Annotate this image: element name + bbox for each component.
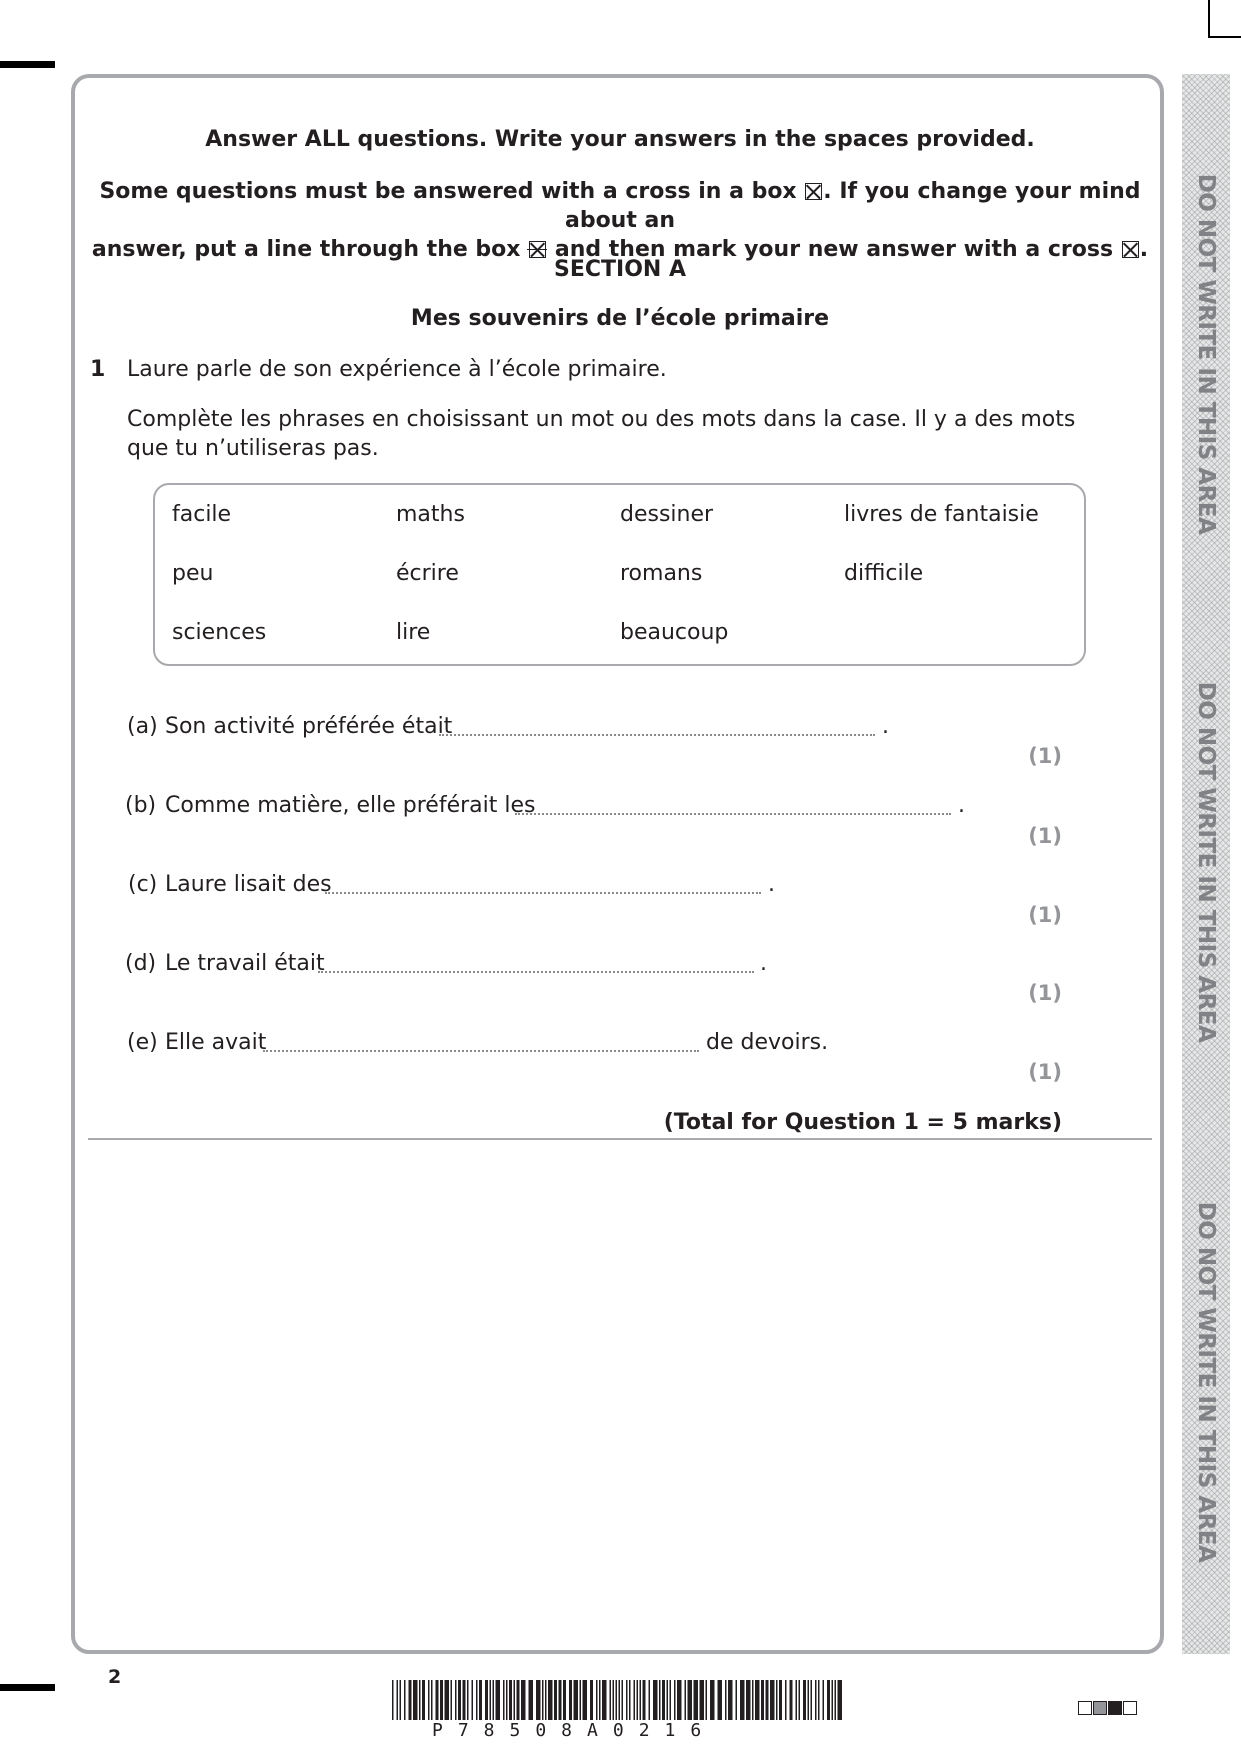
- barcode-bar: [542, 1680, 544, 1720]
- mark-c: (1): [1028, 903, 1062, 927]
- part-text-e: Elle avait: [165, 1030, 267, 1055]
- barcode-bar: [659, 1680, 661, 1720]
- barcode-bar: [583, 1680, 588, 1720]
- word-option: facile: [172, 502, 232, 527]
- word-option: sciences: [172, 620, 267, 645]
- page-indicator-squares: [1078, 1701, 1138, 1715]
- barcode-bar: [476, 1680, 478, 1720]
- barcode-bar: [790, 1680, 793, 1720]
- crop-mark-top-right: [1208, 0, 1210, 38]
- barcode-bar: [815, 1680, 817, 1720]
- word-option: maths: [396, 502, 465, 527]
- indicator-square: [1093, 1701, 1107, 1715]
- barcode-bar: [503, 1680, 505, 1720]
- barcode-bar: [431, 1680, 433, 1720]
- barcode-bar: [451, 1680, 453, 1720]
- barcode-bar: [559, 1680, 562, 1720]
- barcode-bar: [536, 1680, 541, 1720]
- barcode: [392, 1680, 844, 1720]
- indicator-square: [1108, 1701, 1122, 1715]
- barcode-bar: [785, 1680, 787, 1720]
- barcode-bar: [479, 1680, 482, 1720]
- barcode-bar: [649, 1680, 651, 1720]
- barcode-bar: [455, 1680, 457, 1720]
- word-option: beaucoup: [620, 620, 729, 645]
- word-option: difficile: [844, 561, 924, 586]
- barcode-bar: [428, 1680, 430, 1720]
- answer-line-e[interactable]: [263, 1050, 699, 1052]
- barcode-bar: [472, 1680, 474, 1720]
- barcode-bar: [445, 1680, 450, 1720]
- part-after-b: .: [958, 793, 965, 818]
- word-option: livres de fantaisie: [844, 502, 1039, 527]
- barcode-bar: [694, 1680, 699, 1720]
- mark-e: (1): [1028, 1060, 1062, 1084]
- barcode-bar: [397, 1680, 399, 1720]
- struck-crossed-box-icon: [529, 241, 546, 258]
- barcode-bar: [674, 1680, 676, 1720]
- barcode-bar: [619, 1680, 621, 1720]
- barcode-bar: [776, 1680, 778, 1720]
- barcode-bar: [823, 1680, 825, 1720]
- barcode-bar: [521, 1680, 526, 1720]
- barcode-bar: [835, 1680, 837, 1720]
- barcode-bar: [613, 1680, 615, 1720]
- mark-a: (1): [1028, 744, 1062, 768]
- crossed-box-icon: [805, 183, 822, 200]
- barcode-bar: [392, 1680, 394, 1720]
- barcode-bar: [827, 1680, 830, 1720]
- word-option: dessiner: [620, 502, 714, 527]
- barcode-bar: [779, 1680, 782, 1720]
- barcode-bar: [496, 1680, 501, 1720]
- part-after-e: de devoirs.: [706, 1030, 829, 1055]
- word-option: romans: [620, 561, 703, 586]
- word-option: écrire: [396, 561, 459, 586]
- barcode-bar: [808, 1680, 810, 1720]
- barcode-bar: [677, 1680, 682, 1720]
- barcode-bar: [761, 1680, 764, 1720]
- barcode-bar: [569, 1680, 572, 1720]
- barcode-bar: [670, 1680, 672, 1720]
- part-after-d: .: [760, 951, 767, 976]
- barcode-bar: [766, 1680, 769, 1720]
- barcode-bar: [485, 1680, 488, 1720]
- indicator-square: [1123, 1701, 1137, 1715]
- barcode-bar: [529, 1680, 534, 1720]
- part-after-c: .: [768, 872, 775, 897]
- barcode-bar: [838, 1680, 843, 1720]
- barcode-bar: [422, 1680, 425, 1720]
- barcode-bar: [818, 1680, 820, 1720]
- crop-mark-top-left: [0, 61, 55, 68]
- barcode-bar: [653, 1680, 658, 1720]
- word-option: lire: [396, 620, 431, 645]
- part-label-d: (d): [125, 951, 157, 976]
- barcode-bar: [629, 1680, 631, 1720]
- barcode-bar: [706, 1680, 708, 1720]
- answer-line-c[interactable]: [325, 892, 761, 894]
- barcode-bar: [517, 1680, 520, 1720]
- barcode-bar: [493, 1680, 495, 1720]
- barcode-bar: [662, 1680, 665, 1720]
- barcode-bar: [685, 1680, 687, 1720]
- barcode-bar: [602, 1680, 607, 1720]
- barcode-bar: [746, 1680, 751, 1720]
- barcode-bar: [626, 1680, 628, 1720]
- barcode-bar: [509, 1680, 512, 1720]
- barcode-bar: [755, 1680, 760, 1720]
- question-total: (Total for Question 1 = 5 marks): [663, 1110, 1062, 1135]
- part-text-c: Laure lisait des: [165, 872, 332, 897]
- barcode-bar: [590, 1680, 593, 1720]
- barcode-bar: [637, 1680, 639, 1720]
- barcode-bar: [400, 1680, 402, 1720]
- barcode-bar: [463, 1680, 466, 1720]
- question-number: 1: [90, 357, 106, 382]
- barcode-bar: [440, 1680, 443, 1720]
- barcode-bar: [700, 1680, 705, 1720]
- barcode-bar: [616, 1680, 618, 1720]
- barcode-bar: [563, 1680, 566, 1720]
- barcode-bar: [725, 1680, 727, 1720]
- barcode-bar: [404, 1680, 406, 1720]
- barcode-bar: [467, 1680, 469, 1720]
- barcode-bar: [436, 1680, 439, 1720]
- barcode-bar: [710, 1680, 715, 1720]
- barcode-bar: [803, 1680, 806, 1720]
- barcode-bar: [458, 1680, 461, 1720]
- topic-title: Mes souvenirs de l’école primaire: [410, 306, 830, 331]
- part-label-a: (a): [127, 714, 158, 739]
- barcode-bar: [667, 1680, 669, 1720]
- barcode-bar: [610, 1680, 612, 1720]
- question-task-line-2: que tu n’utiliseras pas.: [127, 436, 379, 461]
- part-label-b: (b): [125, 793, 157, 818]
- barcode-bar: [811, 1680, 813, 1720]
- part-text-d: Le travail était: [165, 951, 325, 976]
- question-intro: Laure parle de son expérience à l’école primaire.: [127, 357, 667, 382]
- barcode-bar: [688, 1680, 693, 1720]
- barcode-bar: [643, 1680, 646, 1720]
- part-label-c: (c): [128, 872, 158, 897]
- barcode-bar: [718, 1680, 723, 1720]
- barcode-bar: [506, 1680, 508, 1720]
- mark-b: (1): [1028, 824, 1062, 848]
- part-text-b: Comme matière, elle préférait les: [165, 793, 536, 818]
- barcode-bar: [574, 1680, 579, 1720]
- barcode-bar: [413, 1680, 418, 1720]
- crop-mark-bottom-left: [0, 1684, 55, 1691]
- barcode-bar: [770, 1680, 775, 1720]
- section-title: SECTION A: [553, 257, 686, 282]
- part-label-e: (e): [127, 1030, 158, 1055]
- barcode-bar: [736, 1680, 738, 1720]
- barcode-bar: [622, 1680, 624, 1720]
- indicator-square: [1078, 1701, 1092, 1715]
- barcode-bar: [596, 1680, 598, 1720]
- barcode-bar: [409, 1680, 412, 1720]
- instruction-cross-box: Some questions must be answered with a cross in a box . If you change your mind about an answer, put a line through the box and then mark your new answer with a cross .: [91, 179, 1149, 262]
- part-after-a: .: [882, 714, 889, 739]
- barcode-bar: [419, 1680, 421, 1720]
- answer-line-d[interactable]: [318, 971, 754, 973]
- barcode-bar: [514, 1680, 516, 1720]
- mark-d: (1): [1028, 981, 1062, 1005]
- barcode-bar: [752, 1680, 754, 1720]
- instruction-all-questions: Answer ALL questions. Write your answers in the spaces provided.: [205, 127, 1035, 152]
- barcode-bar: [740, 1680, 745, 1720]
- barcode-bar: [640, 1680, 642, 1720]
- question-task-line-1: Complète les phrases en choisissant un mot ou des mots dans la case. Il y a des mots: [127, 407, 1076, 432]
- word-option: peu: [172, 561, 214, 586]
- barcode-bar: [728, 1680, 733, 1720]
- barcode-text: P78508A0216: [432, 1720, 717, 1741]
- barcode-bar: [548, 1680, 553, 1720]
- barcode-bar: [580, 1680, 582, 1720]
- barcode-bar: [799, 1680, 801, 1720]
- barcode-bar: [599, 1680, 601, 1720]
- barcode-bar: [490, 1680, 492, 1720]
- crossed-box-icon: [1122, 241, 1139, 258]
- barcode-bar: [545, 1680, 547, 1720]
- part-text-a: Son activité préférée était: [165, 714, 453, 739]
- barcode-bar: [634, 1680, 636, 1720]
- answer-line-a[interactable]: [439, 734, 875, 736]
- question-divider: [88, 1138, 1152, 1140]
- crop-mark-top-right-h: [1208, 36, 1241, 38]
- answer-line-b[interactable]: [515, 813, 951, 815]
- page-number: 2: [108, 1666, 122, 1688]
- barcode-bar: [832, 1680, 834, 1720]
- barcode-bar: [554, 1680, 557, 1720]
- barcode-bar: [796, 1680, 798, 1720]
